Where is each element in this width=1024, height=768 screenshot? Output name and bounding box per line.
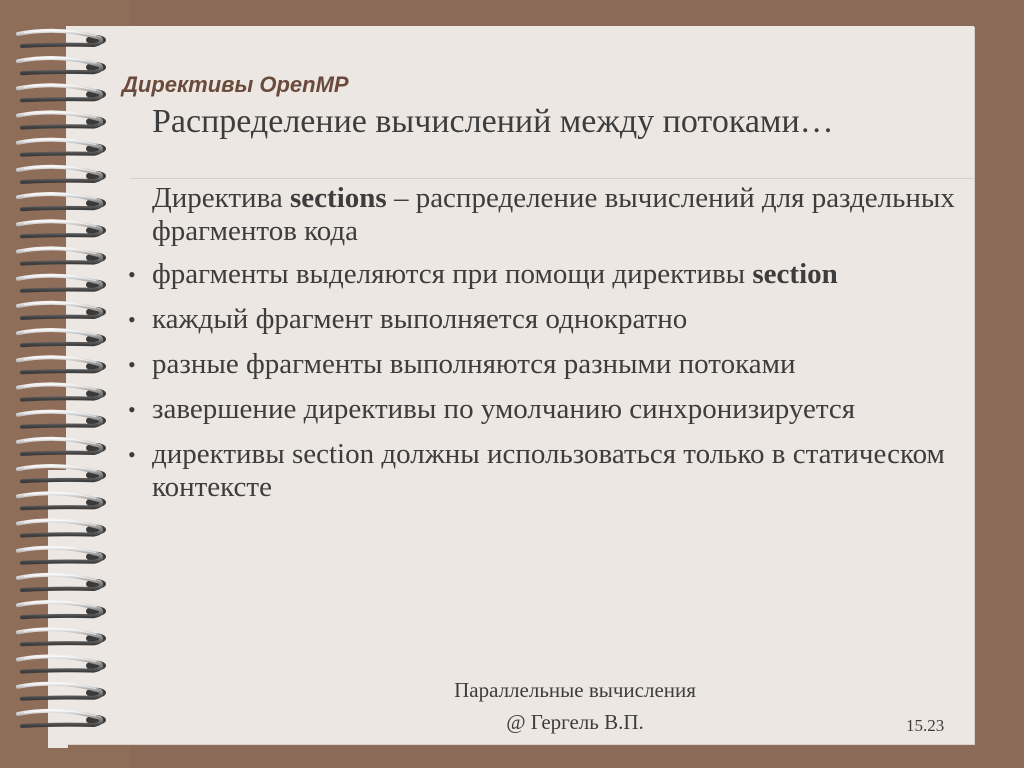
- binding-ring: [18, 711, 106, 726]
- bullet-item: [126, 438, 966, 504]
- bullet-item: [126, 303, 966, 336]
- binding-ring: [18, 303, 106, 318]
- bullet-item: [126, 258, 966, 291]
- binding-ring: [18, 112, 106, 127]
- bullet-item: [126, 393, 966, 426]
- bullet-text: разные фрагменты выполняются разными потоками: [152, 348, 796, 380]
- bullet-item: [126, 348, 966, 381]
- slide-footer: [380, 674, 770, 738]
- binding-ring: [18, 520, 106, 535]
- binding-ring: [18, 194, 106, 209]
- footer-author: @ Гергель В.П.: [506, 710, 644, 734]
- intro-text-after: – распределение вычислений для раздельных фрагментов кода: [152, 182, 955, 247]
- binding-ring: [18, 248, 106, 263]
- slide-title: Распределение вычислений между потоками…: [152, 103, 834, 140]
- bullet-dot: •: [128, 442, 136, 467]
- binding-ring: [18, 31, 106, 46]
- bullet-keyword: section: [752, 258, 838, 290]
- title-divider: [130, 178, 974, 179]
- bullet-dot: •: [128, 397, 136, 422]
- footer-course: Параллельные вычисления: [454, 678, 696, 702]
- binding-ring: [18, 466, 106, 481]
- binding-ring: [18, 384, 106, 399]
- bullet-dot: •: [128, 352, 136, 377]
- binding-ring: [18, 139, 106, 154]
- section-title: Директивы OpenMP: [122, 72, 349, 97]
- binding-ring: [18, 493, 106, 508]
- bullet-text: директивы section должны использоваться только в статическом контексте: [152, 438, 945, 503]
- page-number: 15.23: [906, 716, 945, 735]
- slide-content: [126, 182, 966, 516]
- bullet-dot: •: [128, 307, 136, 332]
- binding-ring: [18, 411, 106, 426]
- binding-ring: [18, 221, 106, 236]
- bullet-text: завершение директивы по умолчанию синхронизируется: [152, 393, 856, 425]
- binding-ring: [18, 602, 106, 617]
- intro-text-before: Директива: [152, 182, 291, 214]
- binding-ring: [18, 58, 106, 73]
- binding-ring: [18, 330, 106, 345]
- spiral-binding-icon: [0, 0, 130, 768]
- binding-ring: [18, 683, 106, 698]
- binding-ring: [18, 629, 106, 644]
- bullet-text: каждый фрагмент выполняется однократно: [152, 303, 688, 335]
- binding-ring: [18, 439, 106, 454]
- binding-ring: [18, 656, 106, 671]
- binding-ring: [18, 547, 106, 562]
- intro-keyword: sections: [290, 182, 387, 214]
- binding-ring: [18, 167, 106, 182]
- intro-paragraph: [126, 182, 966, 248]
- binding-ring: [18, 575, 106, 590]
- bullet-text-before: фрагменты выделяются при помощи директивы: [152, 258, 753, 290]
- binding-ring: [18, 357, 106, 372]
- bullet-dot: •: [128, 262, 136, 287]
- binding-ring: [18, 85, 106, 100]
- binding-ring: [18, 275, 106, 290]
